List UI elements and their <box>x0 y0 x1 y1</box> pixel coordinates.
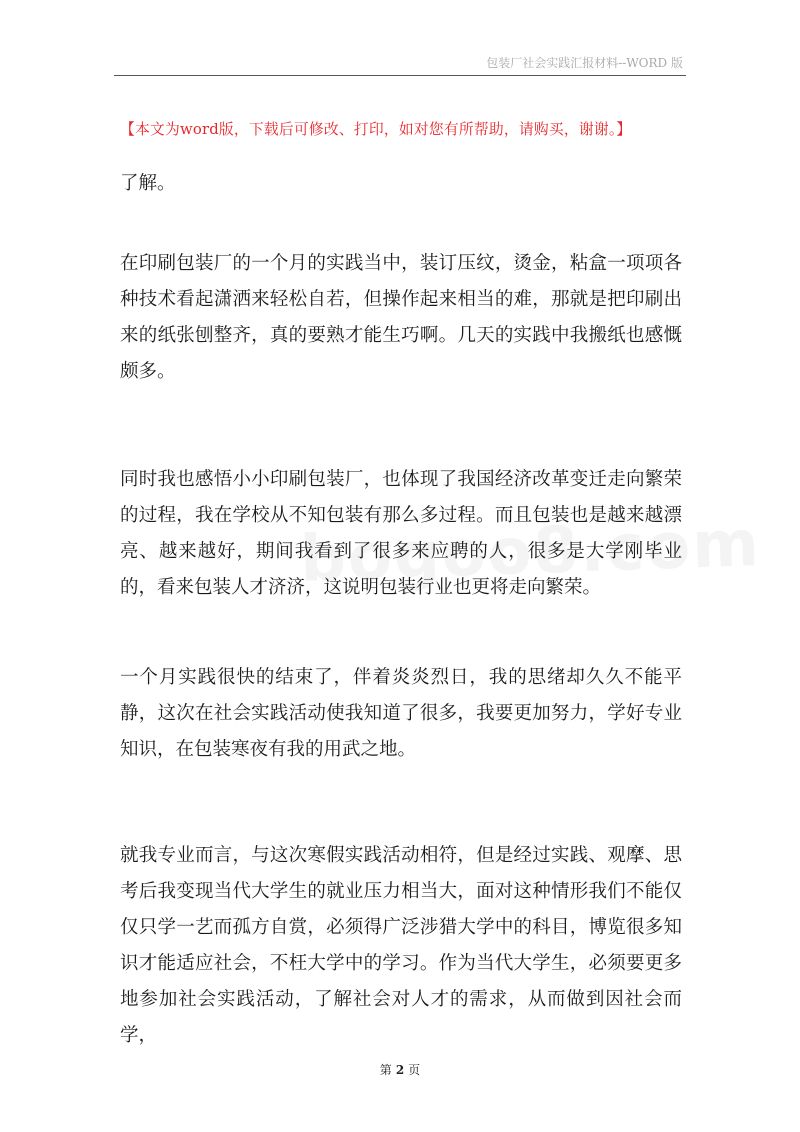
page-header-title: 包装厂社会实践汇报材料--WORD 版 <box>486 56 683 70</box>
footer-prefix: 第 <box>379 1063 392 1077</box>
footer-suffix: 页 <box>408 1063 421 1077</box>
page-footer <box>0 1061 800 1078</box>
paragraph-1: 了解。 <box>120 173 176 194</box>
paragraph-4: 一个月实践很快的结束了，伴着炎炎烈日，我的思绪却久久不能平静，这次在社会实践活动使我知道了很多，我要更加努力，学好专业知识，在包装寒夜有我的用武之地。 <box>120 667 682 760</box>
page-number: 2 <box>395 1063 405 1077</box>
paragraph-3: 同时我也感悟小小印刷包装厂，也体现了我国经济改革变迁走向繁荣的过程，我在学校从不知包装有那么多过程。而且包装也是越来越漂亮、越来越好，期间我看到了很多来应聘的人，很多是大学刚毕业的，看来包装人才济济，这说明包装行业也更将走向繁荣。 <box>120 469 682 598</box>
download-notice: 【本文为word版，下载后可修改、打印，如对您有所帮助，请购买，谢谢。】 <box>120 121 632 138</box>
header-divider <box>114 75 686 76</box>
paragraph-2: 在印刷包装厂的一个月的实践当中，装订压纹，烫金，粘盒一项项各种技术看起潇洒来轻松自若，但操作起来相当的难，那就是把印刷出来的纸张刨整齐，真的要熟才能生巧啊。几天的实践中我搬纸也感慨颇多。 <box>120 253 682 382</box>
paragraph-5: 就我专业而言，与这次寒假实践活动相符，但是经过实践、观摩、思考后我变现当代大学生的就业压力相当大，面对这种情形我们不能仅仅只学一艺而孤方自赏，必须得广泛涉猎大学中的科目，博览很多知识才能适应社会，不枉大学中的学习。作为当代大学生，必须要更多地参加社会实践活动，了解社会对人才的需求，从而做到因社会而学， <box>120 845 682 1046</box>
